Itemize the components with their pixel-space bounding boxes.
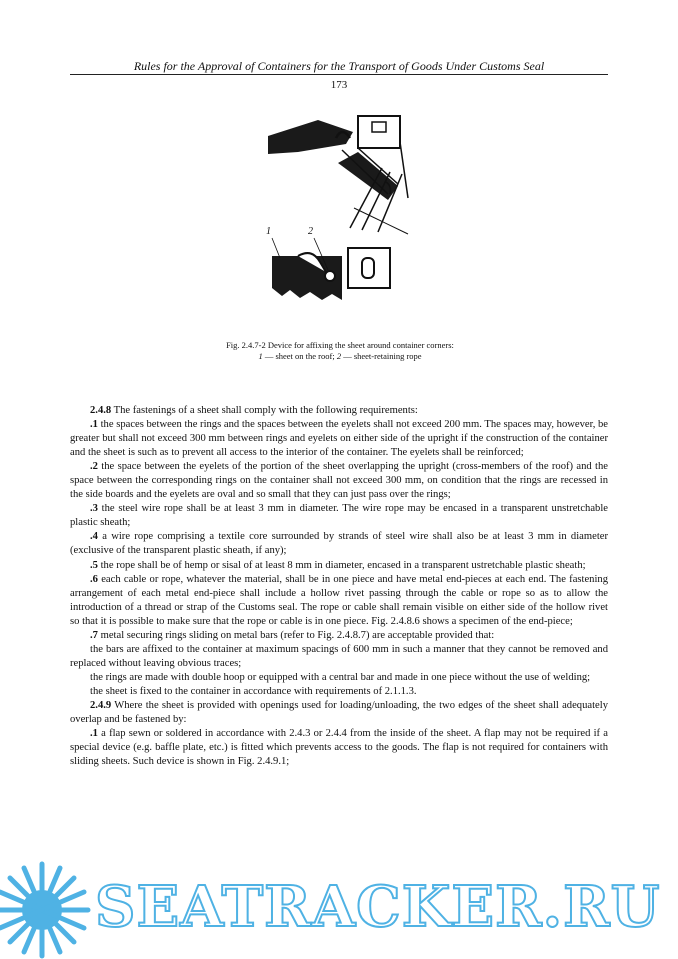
paragraph-text: the rings are made with double hoop or equipped with a central bar and made in one piece without the use of welding; [90, 671, 591, 683]
paragraph [70, 629, 608, 643]
caption-text-1: — sheet on the roof; [262, 351, 337, 361]
figure-label-1: 1 [266, 226, 271, 237]
clause-number: 2.4.9 [90, 699, 112, 711]
paragraph-text: The fastenings of a sheet shall comply with the following requirements: [111, 405, 418, 416]
body-text [70, 404, 608, 769]
lower-corner-drawing [272, 238, 390, 300]
caption-text-2: — sheet-retaining rope [341, 351, 422, 361]
paragraph [70, 573, 608, 629]
paragraph-text: Where the sheet is provided with openings used for loading/unloading, the two edges of the sheet shall adequately overlap and be fastened by: [70, 699, 608, 726]
paragraph-text: the bars are affixed to the container at maximum spacings of 600 mm in such a manner that they cannot be removed and replaced without leaving obvious traces; [70, 643, 608, 669]
paragraph-text: the sheet is fixed to the container in accordance with requirements of 2.1.1.3. [90, 685, 417, 697]
running-title: Rules for the Approval of Containers for the Transport of Goods Under Customs Seal [133, 59, 545, 73]
caption-num-2: 2 [336, 351, 342, 361]
clause-number: .3 [90, 503, 98, 515]
caption-num-1: 1 [258, 351, 263, 361]
paragraph-text: a flap sewn or soldered in accordance with 2.4.3 or 2.4.4 from the inside of the sheet. A flap may not be required if a special device (e.g. baffle plate, etc.) is fitted which prevents access to the goods. The flap is not required for containers with sliding sheets. Such device is shown in Fig. 2.4.9.1; [70, 728, 608, 768]
page-number: 173 [330, 79, 348, 91]
paragraph-text: the rope shall be of hemp or sisal of at least 8 mm in diameter, encased in a transparent ustretchable plastic sheath; [97, 559, 586, 571]
paragraph [70, 460, 608, 502]
paragraph [70, 643, 608, 671]
watermark-text: SEATRACKER.RU [95, 874, 661, 940]
paragraph [70, 418, 608, 460]
paragraph-text: the steel wire rope shall be at least 3 mm in diameter. The wire rope may be encased in a transparent unstretchable plastic sheath; [70, 503, 608, 529]
paragraph [70, 502, 608, 530]
clause-number: .1 [90, 728, 98, 740]
clause-number: .6 [90, 573, 98, 585]
paragraph-text: metal securing rings sliding on metal bars (refer to Fig. 2.4.8.7) are acceptable provided that: [97, 629, 495, 641]
figure-label-2: 2 [308, 226, 313, 237]
paragraph [70, 404, 608, 418]
clause-number: 2.4.8 [90, 405, 112, 416]
paragraph [70, 530, 608, 558]
clause-number: .1 [90, 419, 98, 431]
paragraph-text: a wire rope comprising a textile core surrounded by strands of steel wire shall also be at least 3 mm in diameter (exclusive of the transparent plastic sheath, if any); [70, 531, 608, 557]
paragraph [70, 559, 608, 573]
sun-icon [0, 864, 88, 956]
figure-caption [150, 340, 530, 362]
clause-number: .5 [90, 559, 98, 571]
paragraph-text: the spaces between the rings and the spaces between the eyelets shall not exceed 200 mm. The spaces may, however, be greater but shall not exceed 300 mm between rings and eyelets on either side of the upright if the construction of the container and the sheet is such as to prevent all access to the interior of the container. The eyelets shall be reinforced; [70, 419, 608, 459]
clause-number: .4 [90, 531, 98, 543]
paragraph [70, 671, 608, 685]
paragraph [70, 699, 608, 727]
clause-number: .2 [90, 461, 98, 473]
header-rule [70, 74, 608, 75]
caption-line-1: Fig. 2.4.7-2 Device for affixing the sheet around container corners: [226, 340, 454, 350]
paragraph-text: each cable or rope, whatever the material, shall be in one piece and have metal end-pieces at each end. The fastening arrangement of each metal end-piece shall include a hollow rivet passing through the cable or rope so as to allow the introduction of a thread or strap of the Customs seal. The rope or cable shall remain visible on either side of the hollow rivet so that it is possible to make sure that the rope or cable is in one piece. Fig. 2.4.8.6 shows a specimen of the end-piece; [70, 573, 608, 627]
caption-line-2 [150, 351, 530, 362]
paragraph-text: the space between the eyelets of the portion of the sheet overlapping the upright (cross-members of the roof) and the space between the corresponding rings on the container shall not exceed 300 mm, on condition that the rings are recessed in the side boards and the eyelets are oval and so small that they can just pass over the rings; [70, 461, 608, 501]
upper-corner-drawing [268, 116, 408, 234]
container-corner-figure [258, 108, 418, 308]
clause-number: .7 [90, 629, 98, 641]
paragraph [70, 685, 608, 699]
paragraph [70, 727, 608, 769]
